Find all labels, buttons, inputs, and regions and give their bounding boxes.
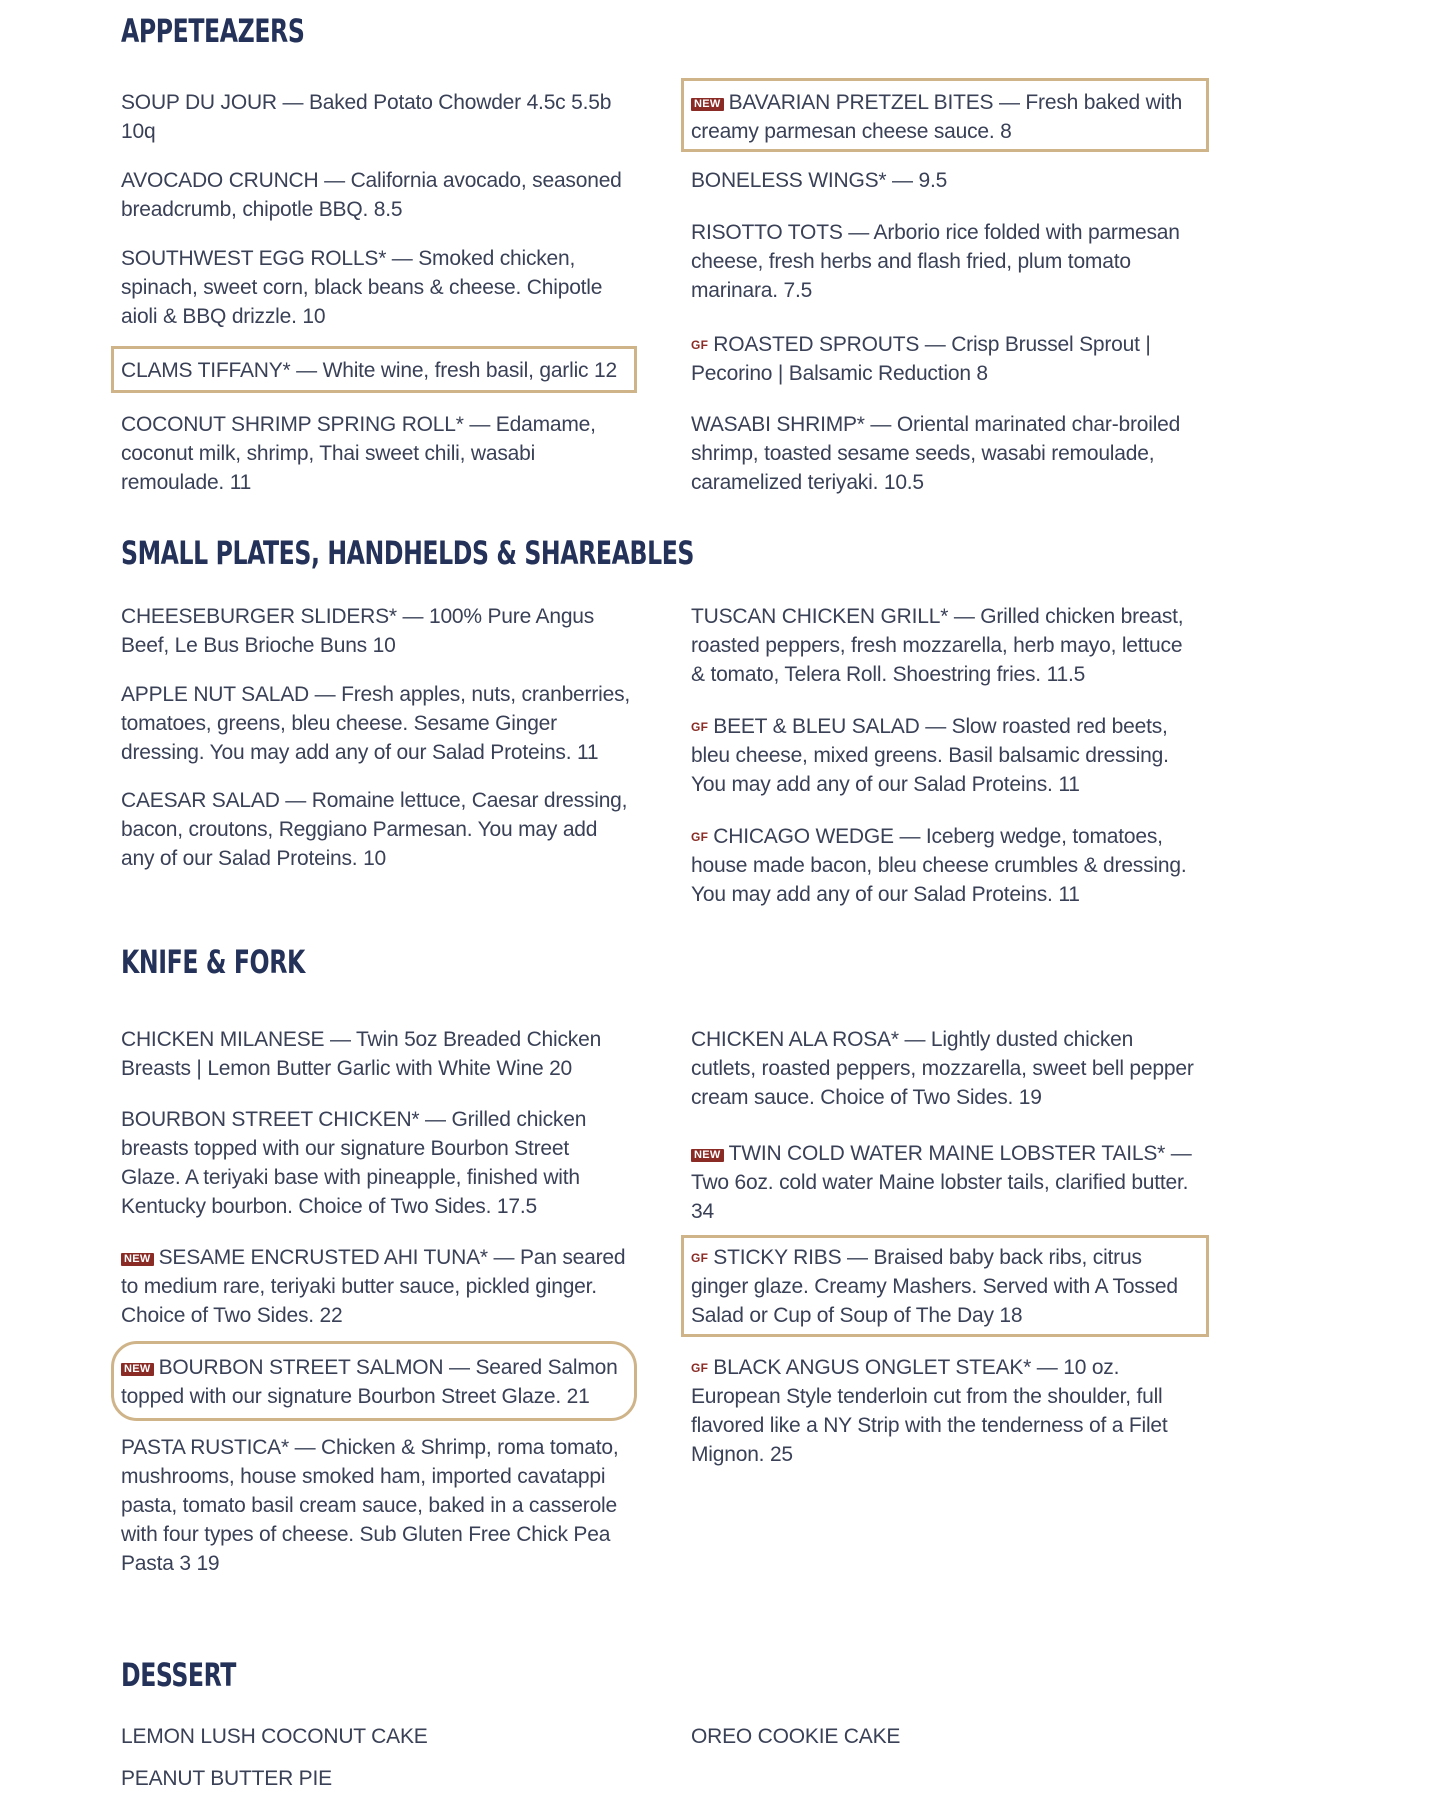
new-badge-icon: NEW <box>691 1149 724 1162</box>
item-description: — Grilled chicken breasts topped with our signature Bourbon Street Glaze. A teriyaki base with pineapple, finished with Kentucky bourbon. Choice of Two Sides. 17.5 <box>121 1108 587 1218</box>
menu-item <box>121 166 631 224</box>
item-description: — 9.5 <box>886 169 948 192</box>
item-description: — Edamame, coconut milk, shrimp, Thai sweet chili, wasabi remoulade. 11 <box>121 413 596 494</box>
item-description: — Slow roasted red beets, bleu cheese, mixed greens. Basil balsamic dressing. You may add any of our Salad Proteins. 11 <box>691 715 1169 796</box>
item-name: CHEESEBURGER SLIDERS* <box>121 605 397 628</box>
item-name: BEET & BLEU SALAD <box>713 715 920 738</box>
item-name: ROASTED SPROUTS <box>713 333 920 356</box>
item-name: SOUTHWEST EGG ROLLS* <box>121 247 387 270</box>
menu-item <box>691 1353 1201 1469</box>
menu-item <box>691 822 1201 909</box>
item-name: BOURBON STREET CHICKEN* <box>121 1108 420 1131</box>
menu-item <box>691 330 1201 388</box>
item-description: — Crisp Brussel Sprout | Pecorino | Balsamic Reduction 8 <box>691 333 1151 385</box>
menu-item <box>691 410 1201 497</box>
gluten-free-badge-icon: GF <box>691 1251 709 1265</box>
new-badge-icon: NEW <box>121 1253 154 1266</box>
item-description: — Oriental marinated char-broiled shrimp, toasted sesame seeds, wasabi remoulade, caramelized teriyaki. 10.5 <box>691 413 1181 494</box>
item-name: SOUP DU JOUR <box>121 91 277 114</box>
menu-item <box>121 1243 631 1330</box>
highlight-frame-bourbon-salmon <box>111 1341 637 1421</box>
item-name: CHICKEN ALA ROSA* <box>691 1028 899 1051</box>
item-description: — 10 oz. European Style tenderloin cut from the shoulder, full flavored like a NY Strip with the tenderness of a Filet Mignon. 25 <box>691 1356 1168 1466</box>
item-name: RISOTTO TOTS <box>691 221 843 244</box>
item-description: — Pan seared to medium rare, teriyaki butter sauce, pickled ginger. Choice of Two Sides. 22 <box>121 1246 626 1327</box>
item-name: AVOCADO CRUNCH <box>121 169 319 192</box>
menu-item <box>691 218 1201 305</box>
item-name: BONELESS WINGS* <box>691 169 887 192</box>
menu-item <box>691 1722 1201 1751</box>
new-badge-icon: NEW <box>121 1363 154 1376</box>
menu-item <box>121 680 631 767</box>
menu-item <box>121 410 631 497</box>
menu-item <box>691 712 1201 799</box>
item-description: — Fresh baked with creamy parmesan cheese sauce. 8 <box>691 91 1183 143</box>
item-name: TUSCAN CHICKEN GRILL* <box>691 605 949 628</box>
section-title-knife-fork: KNIFE & FORK <box>121 943 305 981</box>
item-description: — Grilled chicken breast, roasted peppers, fresh mozzarella, herb mayo, lettuce & tomato, Telera Roll. Shoestring fries. 11.5 <box>691 605 1184 686</box>
item-name: PEANUT BUTTER PIE <box>121 1767 332 1790</box>
item-name: STICKY RIBS <box>713 1246 842 1269</box>
section-title-dessert: DESSERT <box>121 1656 236 1694</box>
item-name: CHICKEN MILANESE <box>121 1028 325 1051</box>
menu-item <box>691 602 1201 689</box>
section-title-small-plates: SMALL PLATES, HANDHELDS & SHAREABLES <box>121 534 695 572</box>
item-description: — Romaine lettuce, Caesar dressing, bacon, croutons, Reggiano Parmesan. You may add any of our Salad Proteins. 10 <box>121 789 628 870</box>
item-name: LEMON LUSH COCONUT CAKE <box>121 1725 428 1748</box>
new-badge-icon: NEW <box>691 98 724 111</box>
menu-item <box>691 1139 1201 1226</box>
item-name: CLAMS TIFFANY* <box>121 359 291 382</box>
menu-item <box>121 786 631 873</box>
item-description: — White wine, fresh basil, garlic 12 <box>290 359 617 382</box>
item-name: BOURBON STREET SALMON <box>158 1356 444 1379</box>
item-description: — Arborio rice folded with parmesan cheese, fresh herbs and flash fried, plum tomato marinara. 7.5 <box>691 221 1180 302</box>
item-description: — Braised baby back ribs, citrus ginger glaze. Creamy Mashers. Served with A Tossed Salad or Cup of Soup of The Day 18 <box>691 1246 1178 1327</box>
highlight-frame-pretzel-bites <box>681 78 1209 152</box>
item-name: OREO COOKIE CAKE <box>691 1725 901 1748</box>
item-description: — Chicken & Shrimp, roma tomato, mushrooms, house smoked ham, imported cavatappi pasta, tomato basil cream sauce, baked in a casserole with four types of cheese. Sub Gluten Free Chick Pea Pasta 3 19 <box>121 1436 619 1575</box>
item-description: — Iceberg wedge, tomatoes, house made bacon, bleu cheese crumbles & dressing. You may add any of our Salad Proteins. 11 <box>691 825 1187 906</box>
item-name: PASTA RUSTICA* <box>121 1436 289 1459</box>
item-description: — Two 6oz. cold water Maine lobster tails, clarified butter. 34 <box>691 1142 1192 1223</box>
menu-item <box>121 244 631 331</box>
menu-item <box>121 1025 631 1083</box>
item-name: COCONUT SHRIMP SPRING ROLL* <box>121 413 464 436</box>
menu-item <box>121 1722 631 1751</box>
menu-item <box>121 1764 631 1793</box>
highlight-frame-clams-tiffany <box>111 346 637 393</box>
item-name: TWIN COLD WATER MAINE LOBSTER TAILS* <box>728 1142 1166 1165</box>
section-title-appetizers: APPETEAZERS <box>121 12 305 50</box>
item-name: APPLE NUT SALAD <box>121 683 310 706</box>
gluten-free-badge-icon: GF <box>691 720 709 734</box>
item-name: WASABI SHRIMP* <box>691 413 865 436</box>
gluten-free-badge-icon: GF <box>691 338 709 352</box>
item-name: SESAME ENCRUSTED AHI TUNA* <box>158 1246 488 1269</box>
item-description: — 100% Pure Angus Beef, Le Bus Brioche Buns 10 <box>121 605 595 657</box>
gluten-free-badge-icon: GF <box>691 830 709 844</box>
menu-item <box>691 1025 1201 1112</box>
item-description: — Lightly dusted chicken cutlets, roasted peppers, mozzarella, sweet bell pepper cream sauce. Choice of Two Sides. 19 <box>691 1028 1194 1109</box>
gluten-free-badge-icon: GF <box>691 1361 709 1375</box>
item-description: — Smoked chicken, spinach, sweet corn, black beans & cheese. Chipotle aioli & BBQ drizzle. 10 <box>121 247 603 328</box>
menu-item <box>691 166 1201 195</box>
item-name: CAESAR SALAD <box>121 789 280 812</box>
item-name: CHICAGO WEDGE <box>713 825 894 848</box>
item-description: — Twin 5oz Breaded Chicken Breasts | Lemon Butter Garlic with White Wine 20 <box>121 1028 602 1080</box>
item-description: — Baked Potato Chowder 4.5c 5.5b 10q <box>121 91 612 143</box>
highlight-frame-sticky-ribs <box>681 1235 1209 1337</box>
item-name: BAVARIAN PRETZEL BITES <box>728 91 994 114</box>
item-name: BLACK ANGUS ONGLET STEAK* <box>713 1356 1032 1379</box>
menu-item <box>121 1105 631 1221</box>
item-description: — California avocado, seasoned breadcrumb, chipotle BBQ. 8.5 <box>121 169 622 221</box>
item-description: — Fresh apples, nuts, cranberries, tomatoes, greens, bleu cheese. Sesame Ginger dressing. You may add any of our Salad Proteins. 11 <box>121 683 631 764</box>
menu-item <box>121 602 631 660</box>
menu-item <box>121 1433 631 1578</box>
item-description: — Seared Salmon topped with our signature Bourbon Street Glaze. 21 <box>121 1356 618 1408</box>
menu-item <box>121 88 631 146</box>
